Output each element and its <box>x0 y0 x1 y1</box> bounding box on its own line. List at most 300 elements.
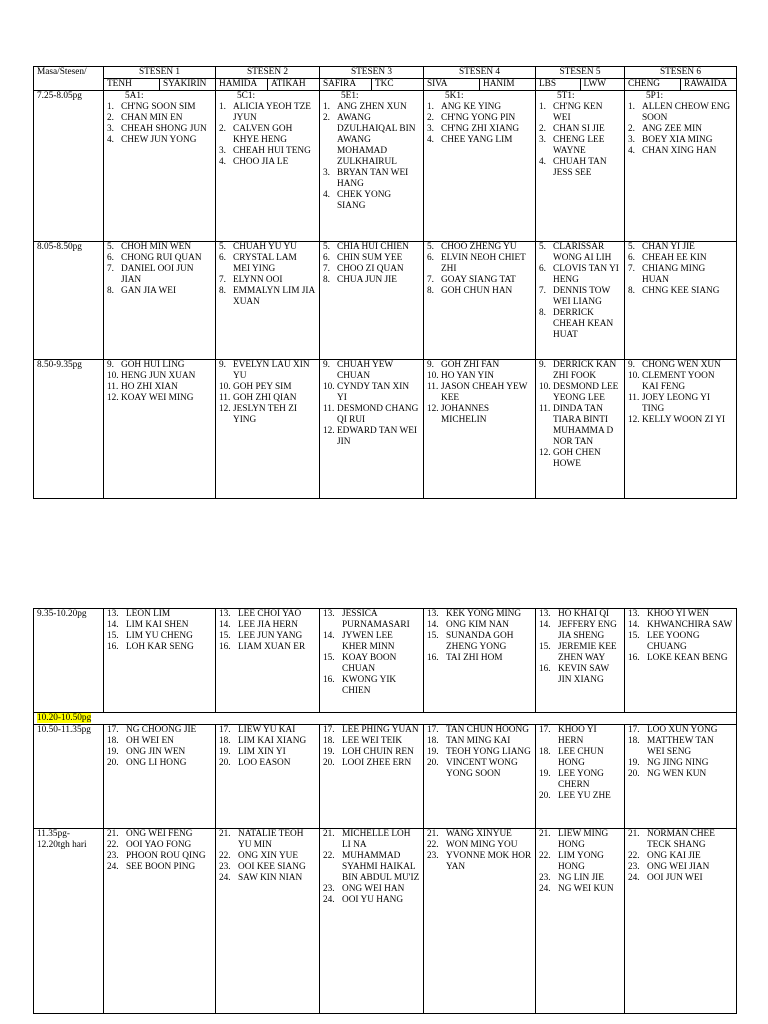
student-name: JESSICA PURNAMASARI <box>342 609 410 630</box>
student-number: 21. <box>628 829 640 839</box>
station-cell <box>625 91 737 242</box>
station-header: STESEN 3 <box>320 67 424 79</box>
student-name: CRYSTAL LAM MEI YING <box>233 253 297 274</box>
student-number: 10. <box>539 382 551 392</box>
student-name: SEE BOON PING <box>126 862 196 872</box>
time-slot-label: 11.35pg-12.20tgh hari <box>34 829 104 1014</box>
teacher-pair <box>625 79 737 91</box>
student-name: CHEW JUN YONG <box>121 135 197 145</box>
student-entry <box>539 851 621 873</box>
student-name: LEON LIM <box>126 609 171 619</box>
station-cell <box>536 91 625 242</box>
student-entry <box>539 242 621 264</box>
student-number: 6. <box>107 253 114 263</box>
station-cell <box>536 609 625 713</box>
student-list <box>219 360 316 426</box>
student-entry <box>219 725 316 736</box>
student-entry <box>323 275 420 286</box>
student-name: EVELYN LAU XIN YU <box>233 360 310 381</box>
student-number: 3. <box>539 135 546 145</box>
student-name: GOH HUI LING <box>121 360 185 370</box>
student-entry <box>323 360 420 382</box>
student-name: LIM KAI XIANG <box>238 736 307 746</box>
station-cell <box>320 242 424 360</box>
student-name: CHOO ZHENG YU <box>441 242 517 252</box>
station-cell <box>625 829 737 1014</box>
student-number: 4. <box>219 157 226 167</box>
student-entry <box>539 135 621 157</box>
student-name: KHOO YI WEN <box>647 609 709 619</box>
student-number: 21. <box>107 829 119 839</box>
student-name: PHOON ROU QING <box>126 851 206 861</box>
student-name: ONG LI HONG <box>126 758 187 768</box>
student-entry <box>427 736 532 747</box>
student-entry <box>219 146 316 157</box>
student-name: CHEAH EE KIN <box>642 253 707 263</box>
station-cell <box>104 91 216 242</box>
student-number: 9. <box>539 360 546 370</box>
station-header: STESEN 4 <box>424 67 536 79</box>
student-name: DERRICK CHEAH KEAN HUAT <box>553 308 614 340</box>
student-number: 19. <box>323 747 335 757</box>
student-name: CLEMENT YOON KAI FENG <box>642 371 715 392</box>
station-cell <box>320 829 424 1014</box>
student-entry <box>219 404 316 426</box>
student-list <box>628 829 733 884</box>
student-list <box>107 360 212 404</box>
student-name: NORMAN CHEE TECK SHANG <box>647 829 715 850</box>
schedule-table-top <box>33 66 737 499</box>
slot-row <box>34 91 737 242</box>
student-number: 10. <box>628 371 640 381</box>
student-name: ONG XIN YUE <box>238 851 299 861</box>
student-name: CHAN XING HAN <box>642 146 717 156</box>
student-entry <box>628 124 733 135</box>
station-cell <box>104 829 216 1014</box>
student-number: 9. <box>219 360 226 370</box>
student-entry <box>628 360 733 371</box>
student-entry <box>323 264 420 275</box>
student-entry <box>323 736 420 747</box>
student-entry <box>539 286 621 308</box>
student-name: CLOVIS TAN YI HENG <box>553 264 619 285</box>
student-name: KELLY WOON ZI YI <box>642 415 726 425</box>
student-number: 13. <box>427 609 439 619</box>
student-name: EMMALYN LIM JIA XUAN <box>233 286 315 307</box>
student-number: 6. <box>628 253 635 263</box>
student-number: 16. <box>323 675 335 685</box>
student-entry <box>628 371 733 393</box>
student-list <box>323 242 420 286</box>
station-cell <box>625 609 737 713</box>
student-name: VINCENT WONG YONG SOON <box>446 758 518 779</box>
student-number: 4. <box>323 190 330 200</box>
student-number: 4. <box>539 157 546 167</box>
station-cell <box>625 725 737 829</box>
student-name: LEE YOONG CHUANG <box>647 631 700 652</box>
student-entry <box>539 264 621 286</box>
student-name: GOH ZHI QIAN <box>233 393 297 403</box>
student-name: OOI YAO FONG <box>126 840 192 850</box>
student-entry <box>323 758 420 769</box>
student-list <box>628 609 733 664</box>
time-slot-label: 8.05-8.50pg <box>34 242 104 360</box>
student-name: ONG WEI JIAN <box>647 862 710 872</box>
student-name: LIEW MING HONG <box>558 829 609 850</box>
student-number: 8. <box>107 286 114 296</box>
student-entry <box>323 113 420 168</box>
slot-row <box>34 242 737 360</box>
student-list <box>628 242 733 297</box>
student-entry <box>427 371 532 382</box>
student-number: 18. <box>628 736 640 746</box>
student-name: ANG KE YING <box>441 102 502 112</box>
student-list <box>539 242 621 341</box>
student-name: CHONG RUI QUAN <box>121 253 202 263</box>
student-name: MICHELLE LOH LI NA <box>342 829 411 850</box>
student-number: 7. <box>107 264 114 274</box>
student-name: CLARISSAR WONG AI LIH <box>553 242 612 263</box>
student-entry <box>427 253 532 275</box>
student-entry <box>107 242 212 253</box>
student-number: 9. <box>427 360 434 370</box>
student-entry <box>323 653 420 675</box>
student-entry <box>628 862 733 873</box>
student-entry <box>427 631 532 653</box>
student-entry <box>107 725 212 736</box>
student-name: HENG JUN XUAN <box>121 371 196 381</box>
student-name: JESLYN TEH ZI YING <box>233 404 297 425</box>
student-number: 17. <box>628 725 640 735</box>
student-number: 4. <box>427 135 434 145</box>
student-entry <box>539 873 621 884</box>
student-number: 22. <box>107 840 119 850</box>
student-number: 1. <box>539 102 546 112</box>
student-name: DESMOND LEE YEONG LEE <box>553 382 619 403</box>
student-name: NG CHOONG JIE <box>126 725 197 735</box>
student-name: LOH CHUIN REN <box>342 747 414 757</box>
student-number: 22. <box>427 840 439 850</box>
student-name: CHAN YI JIE <box>642 242 695 252</box>
teacher-pair <box>216 79 320 91</box>
student-number: 14. <box>107 620 119 630</box>
student-number: 17. <box>427 725 439 735</box>
student-entry <box>539 747 621 769</box>
student-entry <box>323 675 420 697</box>
teacher-pair <box>320 79 424 91</box>
student-name: ONG JIN WEN <box>126 747 186 757</box>
student-entry <box>427 725 532 736</box>
student-number: 2. <box>107 113 114 123</box>
station-cell <box>536 242 625 360</box>
student-entry <box>539 124 621 135</box>
student-name: CHEAH SHONG JUN <box>121 124 207 134</box>
student-number: 5. <box>219 242 226 252</box>
student-list <box>107 829 212 873</box>
student-number: 8. <box>427 286 434 296</box>
student-number: 11. <box>539 404 551 414</box>
teacher-name: TKC <box>371 79 423 90</box>
student-number: 20. <box>219 758 231 768</box>
station-cell <box>104 242 216 360</box>
student-entry <box>628 242 733 253</box>
student-name: WON MING YOU <box>446 840 518 850</box>
student-number: 16. <box>219 642 231 652</box>
student-entry <box>539 609 621 620</box>
student-list <box>323 360 420 448</box>
student-name: CHAN SI JIE <box>553 124 605 134</box>
student-number: 19. <box>219 747 231 757</box>
student-name: YVONNE MOK HOR YAN <box>446 851 532 872</box>
student-list <box>323 609 420 697</box>
student-entry <box>219 253 316 275</box>
station-cell <box>216 91 320 242</box>
student-number: 3. <box>427 124 434 134</box>
student-number: 17. <box>323 725 335 735</box>
student-number: 10. <box>107 371 119 381</box>
student-entry <box>628 769 733 780</box>
student-entry <box>427 620 532 631</box>
student-entry <box>323 631 420 653</box>
slot-row <box>34 609 737 713</box>
student-entry <box>219 642 316 653</box>
student-entry <box>628 286 733 297</box>
student-entry <box>107 851 212 862</box>
student-name: LIM YONG HONG <box>558 851 604 872</box>
student-number: 15. <box>323 653 335 663</box>
student-entry <box>219 620 316 631</box>
student-name: CHOH MIN WEN <box>121 242 192 252</box>
student-number: 2. <box>219 124 226 134</box>
student-entry <box>107 609 212 620</box>
station-cell <box>424 725 536 829</box>
student-entry <box>219 124 316 146</box>
student-number: 21. <box>427 829 439 839</box>
student-number: 2. <box>539 124 546 134</box>
student-list <box>539 725 621 802</box>
student-number: 1. <box>219 102 226 112</box>
student-name: CH'NG YONG PIN <box>441 113 516 123</box>
student-name: LEE JIA HERN <box>238 620 298 630</box>
slot-row <box>34 829 737 1014</box>
student-name: ELVIN NEOH CHIET ZHI <box>441 253 526 274</box>
student-number: 8. <box>628 286 635 296</box>
slot-row <box>34 725 737 829</box>
student-entry <box>427 360 532 371</box>
student-name: LOKE KEAN BENG <box>647 653 728 663</box>
student-number: 11. <box>427 382 439 392</box>
student-name: CHEK YONG SIANG <box>337 190 392 211</box>
station-cell <box>320 91 424 242</box>
student-list <box>323 829 420 906</box>
student-entry <box>107 620 212 631</box>
student-entry <box>427 135 532 146</box>
student-list <box>219 609 316 653</box>
student-entry <box>539 360 621 382</box>
student-entry <box>427 851 532 873</box>
student-name: LEE WEI TEIK <box>342 736 403 746</box>
student-entry <box>107 124 212 135</box>
student-number: 3. <box>219 146 226 156</box>
student-number: 21. <box>539 829 551 839</box>
student-name: LEE JUN YANG <box>238 631 303 641</box>
student-name: LOO EASON <box>238 758 291 768</box>
student-entry <box>628 620 733 631</box>
student-name: ONG WEI HAN <box>342 884 405 894</box>
student-number: 24. <box>539 884 551 894</box>
student-name: NG JING NING <box>647 758 709 768</box>
teacher-pair <box>536 79 625 91</box>
student-name: GOH CHUN HAN <box>441 286 513 296</box>
student-name: ONG KAI JIE <box>647 851 701 861</box>
student-name: TAI ZHI HOM <box>446 653 503 663</box>
student-number: 17. <box>539 725 551 735</box>
student-entry <box>219 393 316 404</box>
student-name: DESMOND CHANG QI RUI <box>337 404 419 425</box>
student-entry <box>323 426 420 448</box>
student-name: GOH ZHI FAN <box>441 360 500 370</box>
student-entry <box>323 747 420 758</box>
student-entry <box>219 736 316 747</box>
student-name: KOAY WEI MING <box>121 393 194 403</box>
student-name: MUHAMMAD SYAHMI HAIKAL BIN ABDUL MU'IZ <box>342 851 420 883</box>
student-name: ALICIA YEOH TZE JYUN <box>233 102 311 123</box>
student-number: 24. <box>107 862 119 872</box>
teacher-name: LWW <box>580 79 625 90</box>
student-entry <box>539 382 621 404</box>
student-name: BRYAN TAN WEI HANG <box>337 168 409 189</box>
student-number: 5. <box>427 242 434 252</box>
student-entry <box>628 631 733 653</box>
student-entry <box>107 286 212 297</box>
student-name: CHOO ZI QUAN <box>337 264 404 274</box>
student-entry <box>107 631 212 642</box>
student-name: TAN MING KAI <box>446 736 511 746</box>
student-name: SAW KIN NIAN <box>238 873 303 883</box>
student-name: JOEY LEONG YI TING <box>642 393 710 414</box>
student-name: ANG ZEE MIN <box>642 124 702 134</box>
student-number: 23. <box>219 862 231 872</box>
student-number: 23. <box>107 851 119 861</box>
student-name: HO YAN YIN <box>441 371 495 381</box>
student-number: 10. <box>219 382 231 392</box>
student-list <box>323 102 420 212</box>
teacher-name: HAMIDA <box>219 79 258 89</box>
student-number: 19. <box>427 747 439 757</box>
student-list <box>219 725 316 769</box>
student-number: 13. <box>539 609 551 619</box>
student-number: 17. <box>107 725 119 735</box>
student-number: 13. <box>323 609 335 619</box>
student-entry <box>427 747 532 758</box>
student-entry <box>628 102 733 124</box>
student-number: 6. <box>427 253 434 263</box>
student-number: 11. <box>219 393 231 403</box>
student-name: ALLEN CHEOW ENG SOON <box>642 102 731 123</box>
student-entry <box>628 758 733 769</box>
student-name: JASON CHEAH YEW KEE <box>441 382 528 403</box>
teacher-name: CHENG <box>628 79 661 89</box>
student-list <box>628 102 733 157</box>
student-entry <box>107 371 212 382</box>
student-number: 3. <box>107 124 114 134</box>
student-list <box>107 102 212 146</box>
student-entry <box>427 404 532 426</box>
student-number: 18. <box>539 747 551 757</box>
time-column-header: Masa/Stesen/ <box>34 67 104 91</box>
student-entry <box>219 242 316 253</box>
student-name: OOI JUN WEI <box>647 873 703 883</box>
student-name: ANG ZHEN XUN <box>337 102 407 112</box>
student-number: 3. <box>628 135 635 145</box>
student-number: 23. <box>427 851 439 861</box>
student-number: 4. <box>107 135 114 145</box>
student-list <box>427 725 532 780</box>
student-list <box>107 242 212 297</box>
student-name: CHONG WEN XUN <box>642 360 721 370</box>
teacher-name: SAFIRA <box>323 79 357 89</box>
time-slot-label: 8.50-9.35pg <box>34 360 104 499</box>
student-name: KWONG YIK CHIEN <box>342 675 397 696</box>
student-entry <box>539 404 621 448</box>
station-cell <box>216 360 320 499</box>
station-cell <box>625 360 737 499</box>
student-name: CHUAH YEW CHUAN <box>337 360 394 381</box>
student-entry <box>107 758 212 769</box>
student-number: 15. <box>539 642 551 652</box>
student-number: 16. <box>628 653 640 663</box>
student-list <box>219 242 316 308</box>
student-entry <box>628 829 733 851</box>
student-name: CH'NG KEN WEI <box>553 102 603 123</box>
station-cell <box>320 609 424 713</box>
student-entry <box>427 242 532 253</box>
student-entry <box>107 736 212 747</box>
teacher-pair <box>104 79 216 91</box>
student-number: 2. <box>427 113 434 123</box>
student-entry <box>107 642 212 653</box>
student-name: CHIA HUI CHIEN <box>337 242 409 252</box>
student-list <box>628 725 733 780</box>
student-entry <box>628 736 733 758</box>
student-number: 1. <box>427 102 434 112</box>
student-entry <box>628 264 733 286</box>
student-entry <box>323 242 420 253</box>
station-cell <box>424 91 536 242</box>
teacher-name: SIVA <box>427 79 448 89</box>
student-name: AWANG DZULHAIQAL BIN AWANG MOHAMAD ZULKHAIRUL <box>337 113 416 167</box>
student-number: 2. <box>323 113 330 123</box>
student-name: CH'NG ZHI XIANG <box>441 124 520 134</box>
student-name: WANG XINYUE <box>446 829 512 839</box>
student-number: 14. <box>323 631 335 641</box>
student-name: LEE CHOI YAO <box>238 609 302 619</box>
student-name: OOI KEE SIANG <box>238 862 306 872</box>
student-name: CHNG KEE SIANG <box>642 286 720 296</box>
break-row <box>34 713 737 725</box>
student-number: 1. <box>323 102 330 112</box>
station-cell <box>424 360 536 499</box>
slot-row <box>34 360 737 499</box>
student-list <box>427 360 532 426</box>
student-number: 1. <box>628 102 635 112</box>
student-list <box>219 102 316 168</box>
student-name: LOH KAR SENG <box>126 642 194 652</box>
student-entry <box>219 609 316 620</box>
student-entry <box>323 168 420 190</box>
teacher-pair <box>424 79 536 91</box>
student-name: ELYNN OOI <box>233 275 283 285</box>
